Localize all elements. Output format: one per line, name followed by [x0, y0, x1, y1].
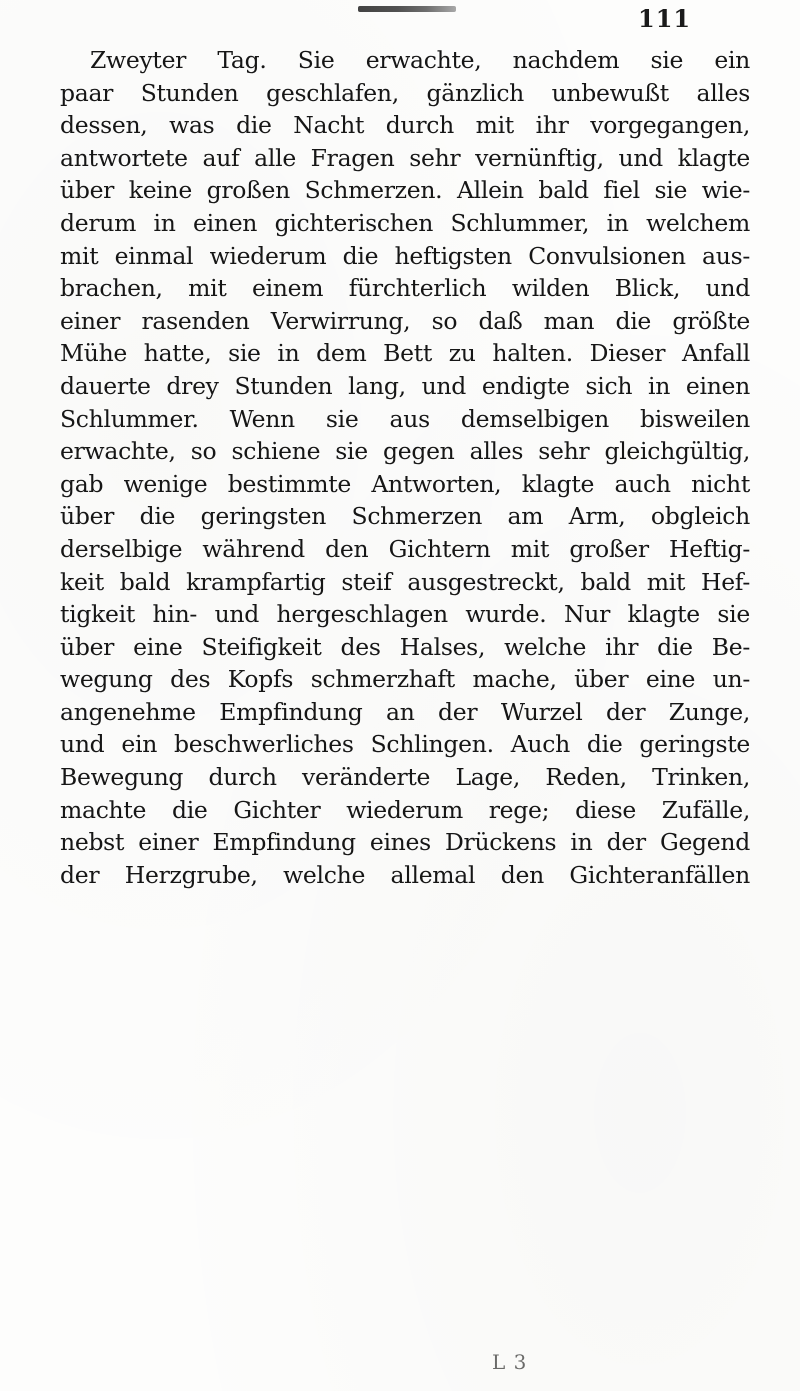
text-line: Schlummer. Wenn sie aus demselbigen bisweilen [60, 404, 750, 433]
text-line: nebst einer Empfindung eines Drückens in der Gegend [60, 828, 750, 857]
text-line: angenehme Empfindung an der Wurzel der Zunge, [60, 697, 750, 726]
text-line: antwortete auf alle Fragen sehr vernünftig, und klagte [60, 143, 750, 172]
text-line: der Herzgrube, welche allemal den Gichteranfällen [60, 860, 750, 889]
text-line: Mühe hatte, sie in dem Bett zu halten. Dieser Anfall [60, 339, 750, 368]
text-line: und ein beschwerliches Schlingen. Auch die geringste [60, 730, 750, 759]
text-line: erwachte, so schiene sie gegen alles sehr gleichgültig, [60, 437, 750, 466]
text-line: keit bald krampfartig steif ausgestreckt, bald mit Hef- [60, 567, 750, 596]
text-line: über keine großen Schmerzen. Allein bald fiel sie wie- [60, 176, 750, 205]
text-line: dessen, was die Nacht durch mit ihr vorgegangen, [60, 111, 750, 140]
text-line: über eine Steifigkeit des Halses, welche ihr die Be- [60, 632, 750, 661]
text-line: dauerte drey Stunden lang, und endigte sich in einen [60, 371, 750, 400]
text-line: tigkeit hin- und hergeschlagen wurde. Nur klagte sie [60, 600, 750, 629]
text-line: derum in einen gichterischen Schlummer, in welchem [60, 208, 750, 237]
text-line: wegung des Kopfs schmerzhaft mache, über eine un- [60, 665, 750, 694]
body-text [60, 44, 750, 891]
text-line: brachen, mit einem fürchterlich wilden Blick, und [60, 274, 750, 303]
text-line: derselbige während den Gichtern mit großer Heftig- [60, 534, 750, 563]
text-line: gab wenige bestimmte Antworten, klagte auch nicht [60, 469, 750, 498]
text-line: Bewegung durch veränderte Lage, Reden, Trinken, [60, 763, 750, 792]
text-line: mit einmal wiederum die heftigsten Convulsionen aus- [60, 241, 750, 270]
header-ornament-rule [358, 6, 456, 12]
text-line: Zweyter Tag. Sie erwachte, nachdem sie ein [90, 46, 750, 74]
text-line: paar Stunden geschlafen, gänzlich unbewußt alles [60, 78, 750, 107]
catchword-signature: L 3 [492, 1350, 528, 1374]
page-number: 111 [638, 4, 692, 33]
text-line: einer rasenden Verwirrung, so daß man die größte [60, 306, 750, 335]
text-line: über die geringsten Schmerzen am Arm, obgleich [60, 502, 750, 531]
text-line: machte die Gichter wiederum rege; diese Zufälle, [60, 795, 750, 824]
